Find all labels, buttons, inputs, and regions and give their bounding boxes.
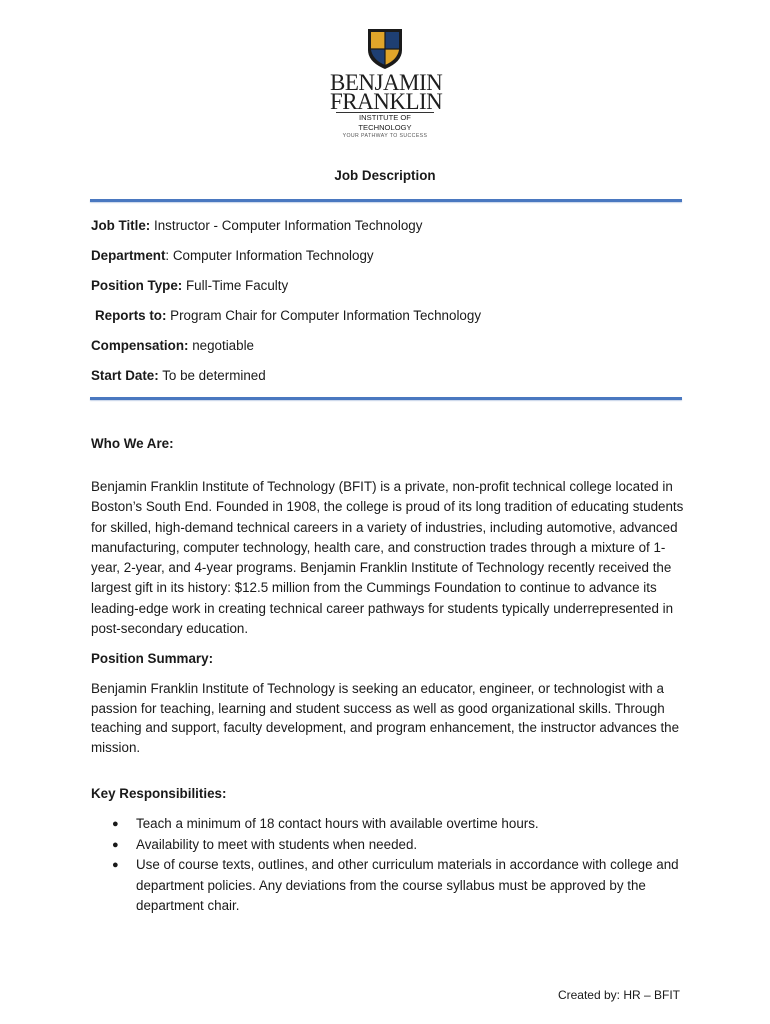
job-title-row [91, 218, 422, 233]
start-date-row [91, 368, 266, 383]
footer-credit: Created by: HR – BFIT [557, 988, 680, 1002]
logo-line-2: FRANKLIN [330, 89, 443, 114]
bullet-icon: ● [112, 838, 119, 851]
list-item-text: Teach a minimum of 18 contact hours with available overtime hours. [136, 816, 539, 831]
key-responsibilities-heading: Key Responsibilities: [91, 786, 227, 801]
compensation-value: negotiable [192, 338, 255, 353]
list-item-text: Availability to meet with students when needed. [136, 836, 418, 852]
list-item [91, 835, 691, 856]
start-date-label: Start Date: [91, 368, 159, 383]
list-item [91, 814, 691, 835]
position-type-row [91, 278, 288, 293]
job-title-value: Instructor - Computer Information Technology [154, 218, 423, 233]
position-type-label: Position Type: [91, 278, 183, 293]
responsibilities-list [91, 814, 691, 917]
divider-top [90, 199, 682, 202]
compensation-row [91, 338, 254, 353]
position-summary-heading: Position Summary: [91, 651, 214, 666]
who-we-are-heading: Who We Are: [91, 436, 174, 451]
department-value: : Computer Information Technology [165, 248, 374, 263]
divider-bottom [90, 397, 682, 400]
logo-tagline: YOUR PATHWAY TO SUCCESS [342, 133, 428, 139]
reports-to-value: Program Chair for Computer Information Technology [170, 308, 482, 323]
position-type-value: Full-Time Faculty [186, 278, 289, 293]
department-label: Department [91, 248, 166, 263]
department-row [91, 248, 374, 263]
shield-logo-icon [367, 28, 403, 70]
compensation-label: Compensation: [91, 338, 189, 353]
list-item-text: Use of course texts, outlines, and other curriculum materials in accordance with college and department policies. Any deviations from the course syllabus must be approved by the department chair. [136, 857, 679, 913]
reports-to-row [95, 308, 481, 323]
position-summary-text: Benjamin Franklin Institute of Technology is seeking an educator, engineer, or technologist with a passion for teaching, learning and student success as well as good organizational skills. Through teaching and support, faculty development, and program enhancement, the instructor advances the mission. [91, 681, 680, 755]
bullet-icon: ● [112, 818, 119, 830]
page-title: Job Description [334, 168, 436, 183]
who-we-are-text: Benjamin Franklin Institute of Technology (BFIT) is a private, non-profit technical college located in Boston’s South End. Founded in 1908, the college is proud of its long tradition of educating students for skilled, high-demand technical careers in a variety of industries, including automotive, advanced manufacturing, computer technology, health care, and construction trades through a mixture of 1-year, 2-year, and 4-year programs. Benjamin Franklin Institute of Technology recently received the largest gift in its history: $12.5 million from the Cummings Foundation to continue to advance its leading-edge work in creating technical career pathways for students typically underrepresented in post-secondary education. [91, 479, 684, 637]
bullet-icon: ● [112, 859, 119, 871]
institute-logo [330, 28, 443, 140]
logo-line-3: INSTITUTE OF TECHNOLOGY [336, 112, 434, 133]
reports-to-label: Reports to: [95, 308, 167, 323]
job-title-label: Job Title: [91, 218, 151, 233]
list-item [91, 855, 691, 917]
start-date-value: To be determined [162, 368, 266, 383]
logo-line-1: BENJAMIN [330, 70, 443, 95]
